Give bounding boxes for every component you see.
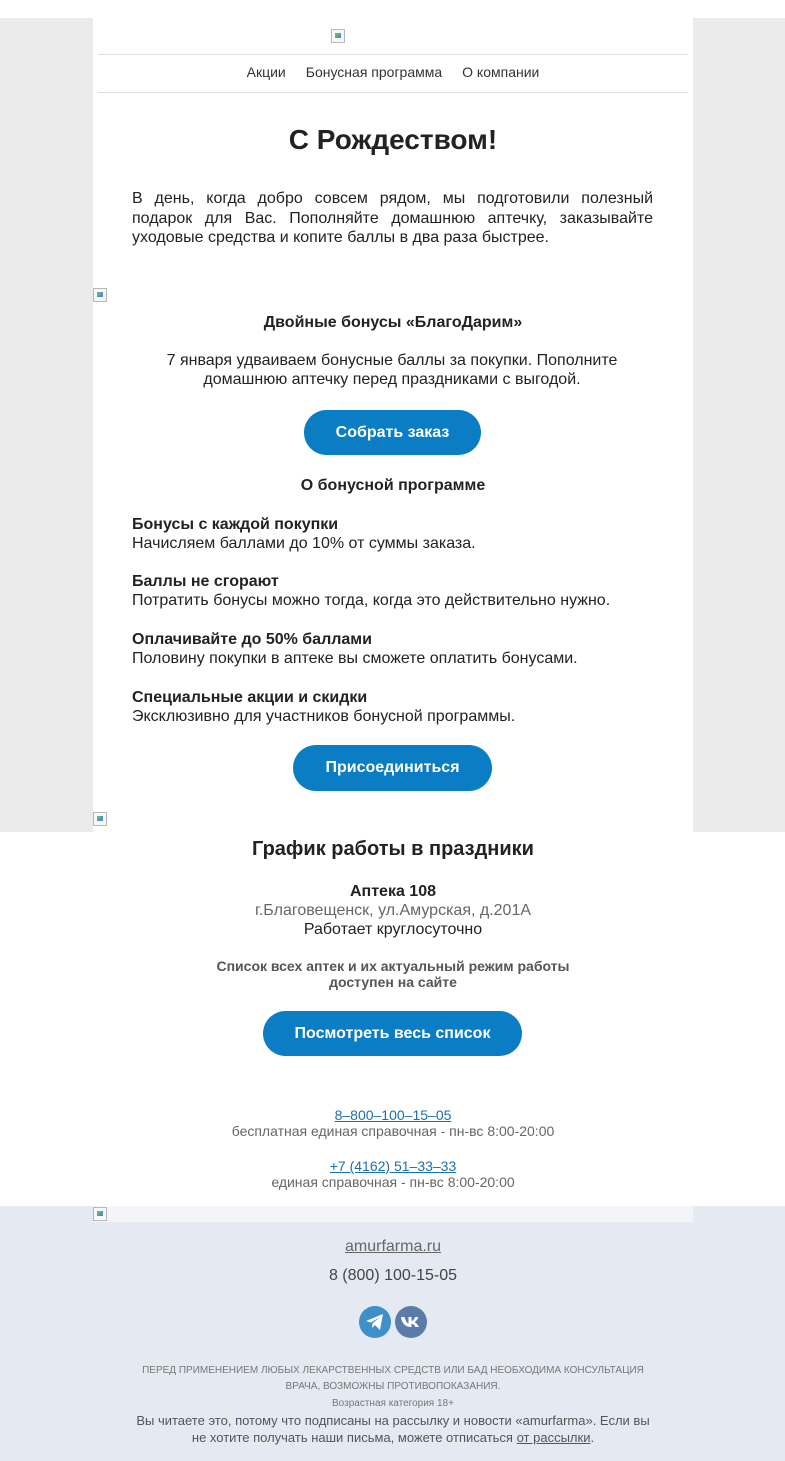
bonus-feature-title: Баллы не сгорают [132,573,279,590]
nav-item-promotions[interactable]: Акции [246,64,286,80]
pharmacy-hours: Работает круглосуточно [303,921,483,938]
footer-site-wrap [93,1238,693,1256]
bonus-feature-title: Оплачивайте до 50% баллами [132,631,372,648]
footer-image-strip [93,1206,693,1222]
bonus-feature [132,688,652,726]
schedule-banner-image [93,812,107,826]
footer-image [93,1207,107,1221]
bonus-feature [132,630,652,668]
view-list-button[interactable]: Посмотреть весь список [263,1011,522,1056]
schedule-heading: График работы в праздники [252,838,534,860]
promo-text: 7 января удваиваем бонусные баллы за покупки. Пополните домашнюю аптечку перед праздниками с выгодой. [166,352,618,388]
unsubscribe-text: Вы читаете это, потому что подписаны на рассылку и новости «amurfarma». Если вы не хотите получать наши письма, можете отписаться [136,1413,650,1445]
header-divider-bottom [98,92,688,93]
free-hotline-link[interactable]: 8–800–100–15–05 [334,1107,452,1123]
unsubscribe-note [133,1412,653,1446]
bonus-heading: О бонусной программе [300,477,486,494]
bonus-feature-text: Эксклюзивно для участников бонусной программы. [132,708,516,725]
age-rating: Возрастная категория 18+ [332,1398,454,1409]
telegram-icon[interactable] [359,1306,391,1338]
pharmacy-address: г.Благовещенск, ул.Амурская, д.201А [254,902,532,919]
join-button[interactable]: Присоединиться [293,745,492,791]
pharmacy-name: Аптека 108 [350,883,436,900]
footer-phone: 8 (800) 100-15-05 [328,1267,458,1284]
legal-disclaimer: ПЕРЕД ПРИМЕНЕНИЕМ ЛЮБЫХ ЛЕКАРСТВЕННЫХ СРЕДСТВ ИЛИ БАД НЕОБХОДИМА КОНСУЛЬТАЦИЯ ВРАЧА, ВОЗМОЖНЫ ПРОТИВОПОКАЗАНИЯ. [142,1365,644,1392]
contact-block [93,1107,693,1139]
pharmacy-list-note: Список всех аптек и их актуальный режим работы доступен на сайте [216,958,570,990]
collect-order-button[interactable]: Собрать заказ [304,410,481,455]
bonus-feature-text: Потратить бонусы можно тогда, когда это действительно нужно. [132,592,611,609]
header-divider-top [98,54,688,55]
bonus-feature-title: Бонусы с каждой покупки [132,516,339,533]
hero-title-wrap [93,124,693,156]
top-nav [93,64,693,84]
promo-banner-image [93,288,107,302]
promo-heading: Двойные бонусы «БлагоДарим» [263,314,523,331]
city-hotline-link[interactable]: +7 (4162) 51–33–33 [329,1158,457,1174]
logo-image[interactable] [331,29,345,43]
unsubscribe-link[interactable]: от рассылки [516,1430,591,1445]
city-hotline-label: единая справочная - пн-вс 8:00-20:00 [271,1174,515,1190]
bonus-feature-text: Половину покупки в аптеке вы сможете оплатить бонусами. [132,650,578,667]
bonus-feature [132,515,652,553]
nav-item-bonus-program[interactable]: Бонусная программа [305,64,443,80]
free-hotline-label: бесплатная единая справочная - пн-вс 8:00-20:00 [231,1123,555,1139]
unsubscribe-end: . [590,1430,595,1445]
bonus-feature-text: Начисляем баллами до 10% от суммы заказа. [132,535,476,552]
vk-icon[interactable] [395,1306,427,1338]
bonus-feature-title: Специальные акции и скидки [132,689,368,706]
contact-block [93,1158,693,1190]
bonus-feature [132,572,652,610]
site-link[interactable]: amurfarma.ru [344,1238,442,1255]
nav-item-about[interactable]: О компании [462,64,540,80]
pharmacy-info [93,882,693,939]
hero-intro-text: В день, когда добро совсем рядом, мы подготовили полезный подарок для Вас. Пополняйте домашнюю аптечку, заказывайте уходовые средства и копите баллы в два раза быстрее. [132,190,653,246]
page-title: С Рождеством! [288,124,498,155]
